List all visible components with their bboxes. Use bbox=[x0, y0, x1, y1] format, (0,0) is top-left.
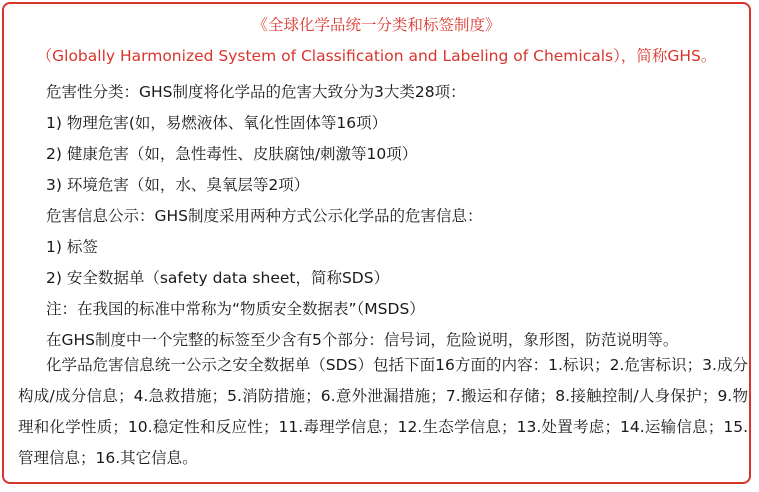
label-item: 1) 标签 bbox=[46, 238, 98, 256]
label-parts-statement: 在GHS制度中一个完整的标签至少含有5个部分：信号词，危险说明，象形图，防范说明等。 bbox=[46, 331, 679, 349]
title-english: （Globally Harmonized System of Classification and Labeling of Chemicals），简称GHS。 bbox=[36, 47, 717, 65]
environmental-hazards-item: 3) 环境危害（如，水、臭氧层等2项） bbox=[46, 176, 310, 194]
sds-contents-paragraph: 化学品危害信息统一公示之安全数据单（SDS）包括下面16方面的内容：1.标识；2.危害标识；3.成分构成/成分信息；4.急救措施；5.消防措施；6.意外泄漏措施；7.搬运和存储；8.接触控制/人身保护；9.物理和化学性质；10.稳定性和反应性；11.毒理学信息；12.生态学信息；13.处置考虑；14.运输信息；15.管理信息；16.其它信息。 bbox=[18, 356, 748, 467]
hazard-classification-heading: 危害性分类：GHS制度将化学品的危害大致分为3大类28项： bbox=[46, 83, 466, 101]
sds-item: 2) 安全数据单（safety data sheet，简称SDS） bbox=[46, 269, 390, 287]
title-chinese: 《全球化学品统一分类和标签制度》 bbox=[252, 16, 501, 34]
hazard-communication-heading: 危害信息公示：GHS制度采用两种方式公示化学品的危害信息： bbox=[46, 207, 483, 225]
msds-note: 注：在我国的标准中常称为“物质安全数据表”（MSDS） bbox=[46, 300, 425, 318]
health-hazards-item: 2) 健康危害（如，急性毒性、皮肤腐蚀/刺激等10项） bbox=[46, 145, 418, 163]
physical-hazards-item: 1) 物理危害(如，易燃液体、氧化性固体等16项） bbox=[46, 114, 388, 132]
info-card bbox=[2, 2, 751, 484]
